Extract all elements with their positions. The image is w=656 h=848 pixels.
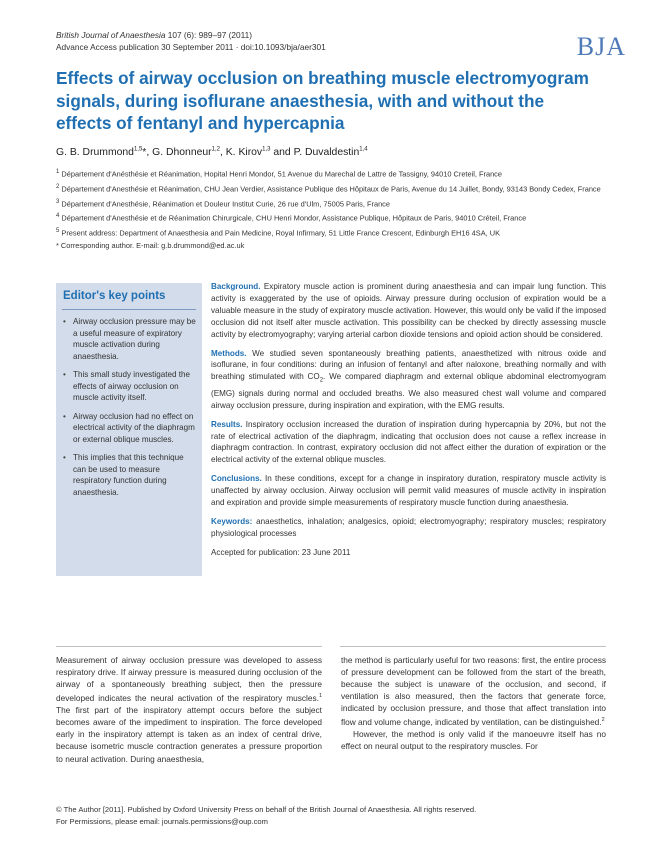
abstract-conclusions: Conclusions. In these conditions, except for a change in inspiratory duration, respiratory muscle activity is unaffected by airway occlusion. Airway occlusion will permit valid measures of muscle activity in inspiration and expiration and provide simple measurements of respiratory muscle function during anaesthesia. [211, 474, 606, 508]
key-point: • Airway occlusion had no effect on electrical activity of the diaphragm or external oblique muscles. [73, 411, 198, 446]
body-paragraph: However, the method is only valid if the manoeuvre itself has no effect on neural output to the respiratory muscles. For [341, 729, 606, 752]
corresponding-author: * Corresponding author. E-mail: g.b.drummond@ed.ac.uk [56, 240, 245, 250]
key-points-list [56, 316, 202, 498]
affiliation: $^1$ Département d'Anésthésie et Réanimation, Hopital Henri Mondor, 51 Avenue du Marechal de Lattre de Tassigny, 94010 Creteil, France [56, 169, 502, 179]
body-column-right [341, 654, 606, 753]
affiliation: $^4$ Département d'Anesthésie et de Réanimation Chirurgicale, CHU Henri Mondor, Assistance Publique, Hôpitaux de Paris, 94010 Créteil, France [56, 213, 527, 223]
advance-access-line: Advance Access publication 30 September 2011 · doi:10.1093/bja/aer301 [56, 42, 326, 52]
abstract-keywords: Keywords: anaesthetics, inhalation; analgesics, opioid; electromyography; respiratory muscles; respiratory physiological processes [211, 517, 606, 538]
affiliations [56, 166, 604, 252]
key-point: • This implies that this technique can be used to measure respiratory function during anaesthesia. [73, 452, 198, 498]
affiliation: $^5$ Present address: Department of Anaesthesia and Pain Medicine, Royal Infirmary, 51 Little France Crescent, Edinburgh EH16 4SA, UK [56, 228, 500, 238]
key-points-box [56, 283, 202, 576]
affiliation: $^3$ Département d'Anesthésie, Réanimation et Douleur Institut Curie, 26 rue d'Ulm, 75005 Paris, France [56, 198, 390, 208]
body-column-left [56, 654, 322, 765]
journal-name: British Journal of Anaesthesia [56, 30, 166, 40]
body-paragraph: Measurement of airway occlusion pressure was developed to assess respiratory drive. If airway pressure is measured during occlusion of the airway of a spontaneously breathing subject, then the pressure developed indicates the neural activation of the respiratory muscles.$^1$ The first part of the inspiratory attempt occurs before the subject becomes aware of the impediment to inspiration. The force developed early in the inspiratory attempt is taken as an index of central drive, because isometric muscle contraction generates a pressure proportion to neural activation. During anaesthesia, [56, 655, 322, 764]
journal-citation [56, 29, 326, 41]
journal-issue: 107 (6): 989–97 (2011) [165, 30, 253, 40]
abstract-results: Results. Inspiratory occlusion increased the duration of inspiration during hypercapnia by 20%, but not the rate of electrical activation of the diaphragm, indicating that occlusion does not cause a reflex increase in diaphragm contraction. In contrast, expiratory occlusion did not affect either the duration of expiration or the electrical activity of the external oblique muscles. [211, 419, 606, 465]
key-point: • This small study investigated the effects of airway occlusion on muscle activity itself. [73, 369, 198, 404]
page-footer [56, 804, 476, 828]
author: K. Kirov$^{1,3}$ and [225, 147, 294, 159]
abstract-methods: Methods. We studied seven spontaneously breathing patients, anaesthetized with nitrous oxide and isoflurane, in four conditions: during an infusion of fentanyl and after naloxone, breathing normally and with breathing stimulated with $CO_2$. We compared diaphragm and external oblique abdominal electromyogram (EMG) signals during normal and occluded breaths. We also measured chest wall volume and compared airway occlusion pressure, during inspiration and expiration, with the EMG results. [211, 348, 606, 410]
author-list [56, 147, 368, 158]
column-rule-right [340, 646, 606, 647]
bja-logo: BJA [576, 32, 626, 61]
author: P. Duvaldestin$^{1,4}$ [293, 147, 368, 159]
article-title: Effects of airway occlusion on breathing muscle electromyogram signals, during isoflurane anaesthesia, with and without the effects of fentanyl and hypercapnia [56, 68, 589, 133]
body-paragraph: the method is particularly useful for two reasons: first, the entire process of pressure development can be followed from the start of the breath, because the subject is unaware of the occlusion, and second, if ventilation is also measured, then the factors that generate force, indicated by occlusion pressure, and those that affect translation into flow and volume change, indicated by ventilation, can be distinguished.$^2$ [341, 655, 606, 728]
journal-header [56, 29, 326, 53]
key-point: • Airway occlusion pressure may be a useful measure of expiratory muscle activation during anaesthesia. [73, 316, 198, 362]
author: G. B. Drummond$^{1,5}$*, [56, 147, 153, 159]
permissions-line: For Permissions, please email: journals.permissions@oup.com [56, 817, 268, 826]
accepted-date: Accepted for publication: 23 June 2011 [211, 547, 351, 557]
key-points-divider [62, 309, 196, 310]
abstract [211, 281, 606, 566]
affiliation: $^2$ Département d'Anesthésie et Réanimation, CHU Jean Verdier, Assistance Publique des Hôpitaux de Paris, Avenue du 14 Juillet, Bondy, 93143 Bondy Cedex, France [56, 183, 601, 194]
abstract-background: Background. Expiratory muscle action is prominent during anaesthesia and can impair lung function. This activity is exaggerated by the use of opioids. Airway pressure during occlusion of expiration would be a valuable measure in the study of expiratory muscle activation. However, this would only be valid if the imposed occlusion did not itself alter muscle activation. This possibility can be checked by directly assessing muscle activity by electromyography; varying arterial carbon dioxide tensions and opioid action should be considered. [211, 282, 606, 339]
author: G. Dhonneur$^{1,2}$, [152, 147, 226, 159]
column-rule-left [56, 646, 322, 647]
key-points-heading: Editor's key points [63, 290, 166, 302]
copyright-line: © The Author [2011]. Published by Oxford University Press on behalf of the British Journal of Anaesthesia. All rights reserved. [56, 805, 477, 814]
